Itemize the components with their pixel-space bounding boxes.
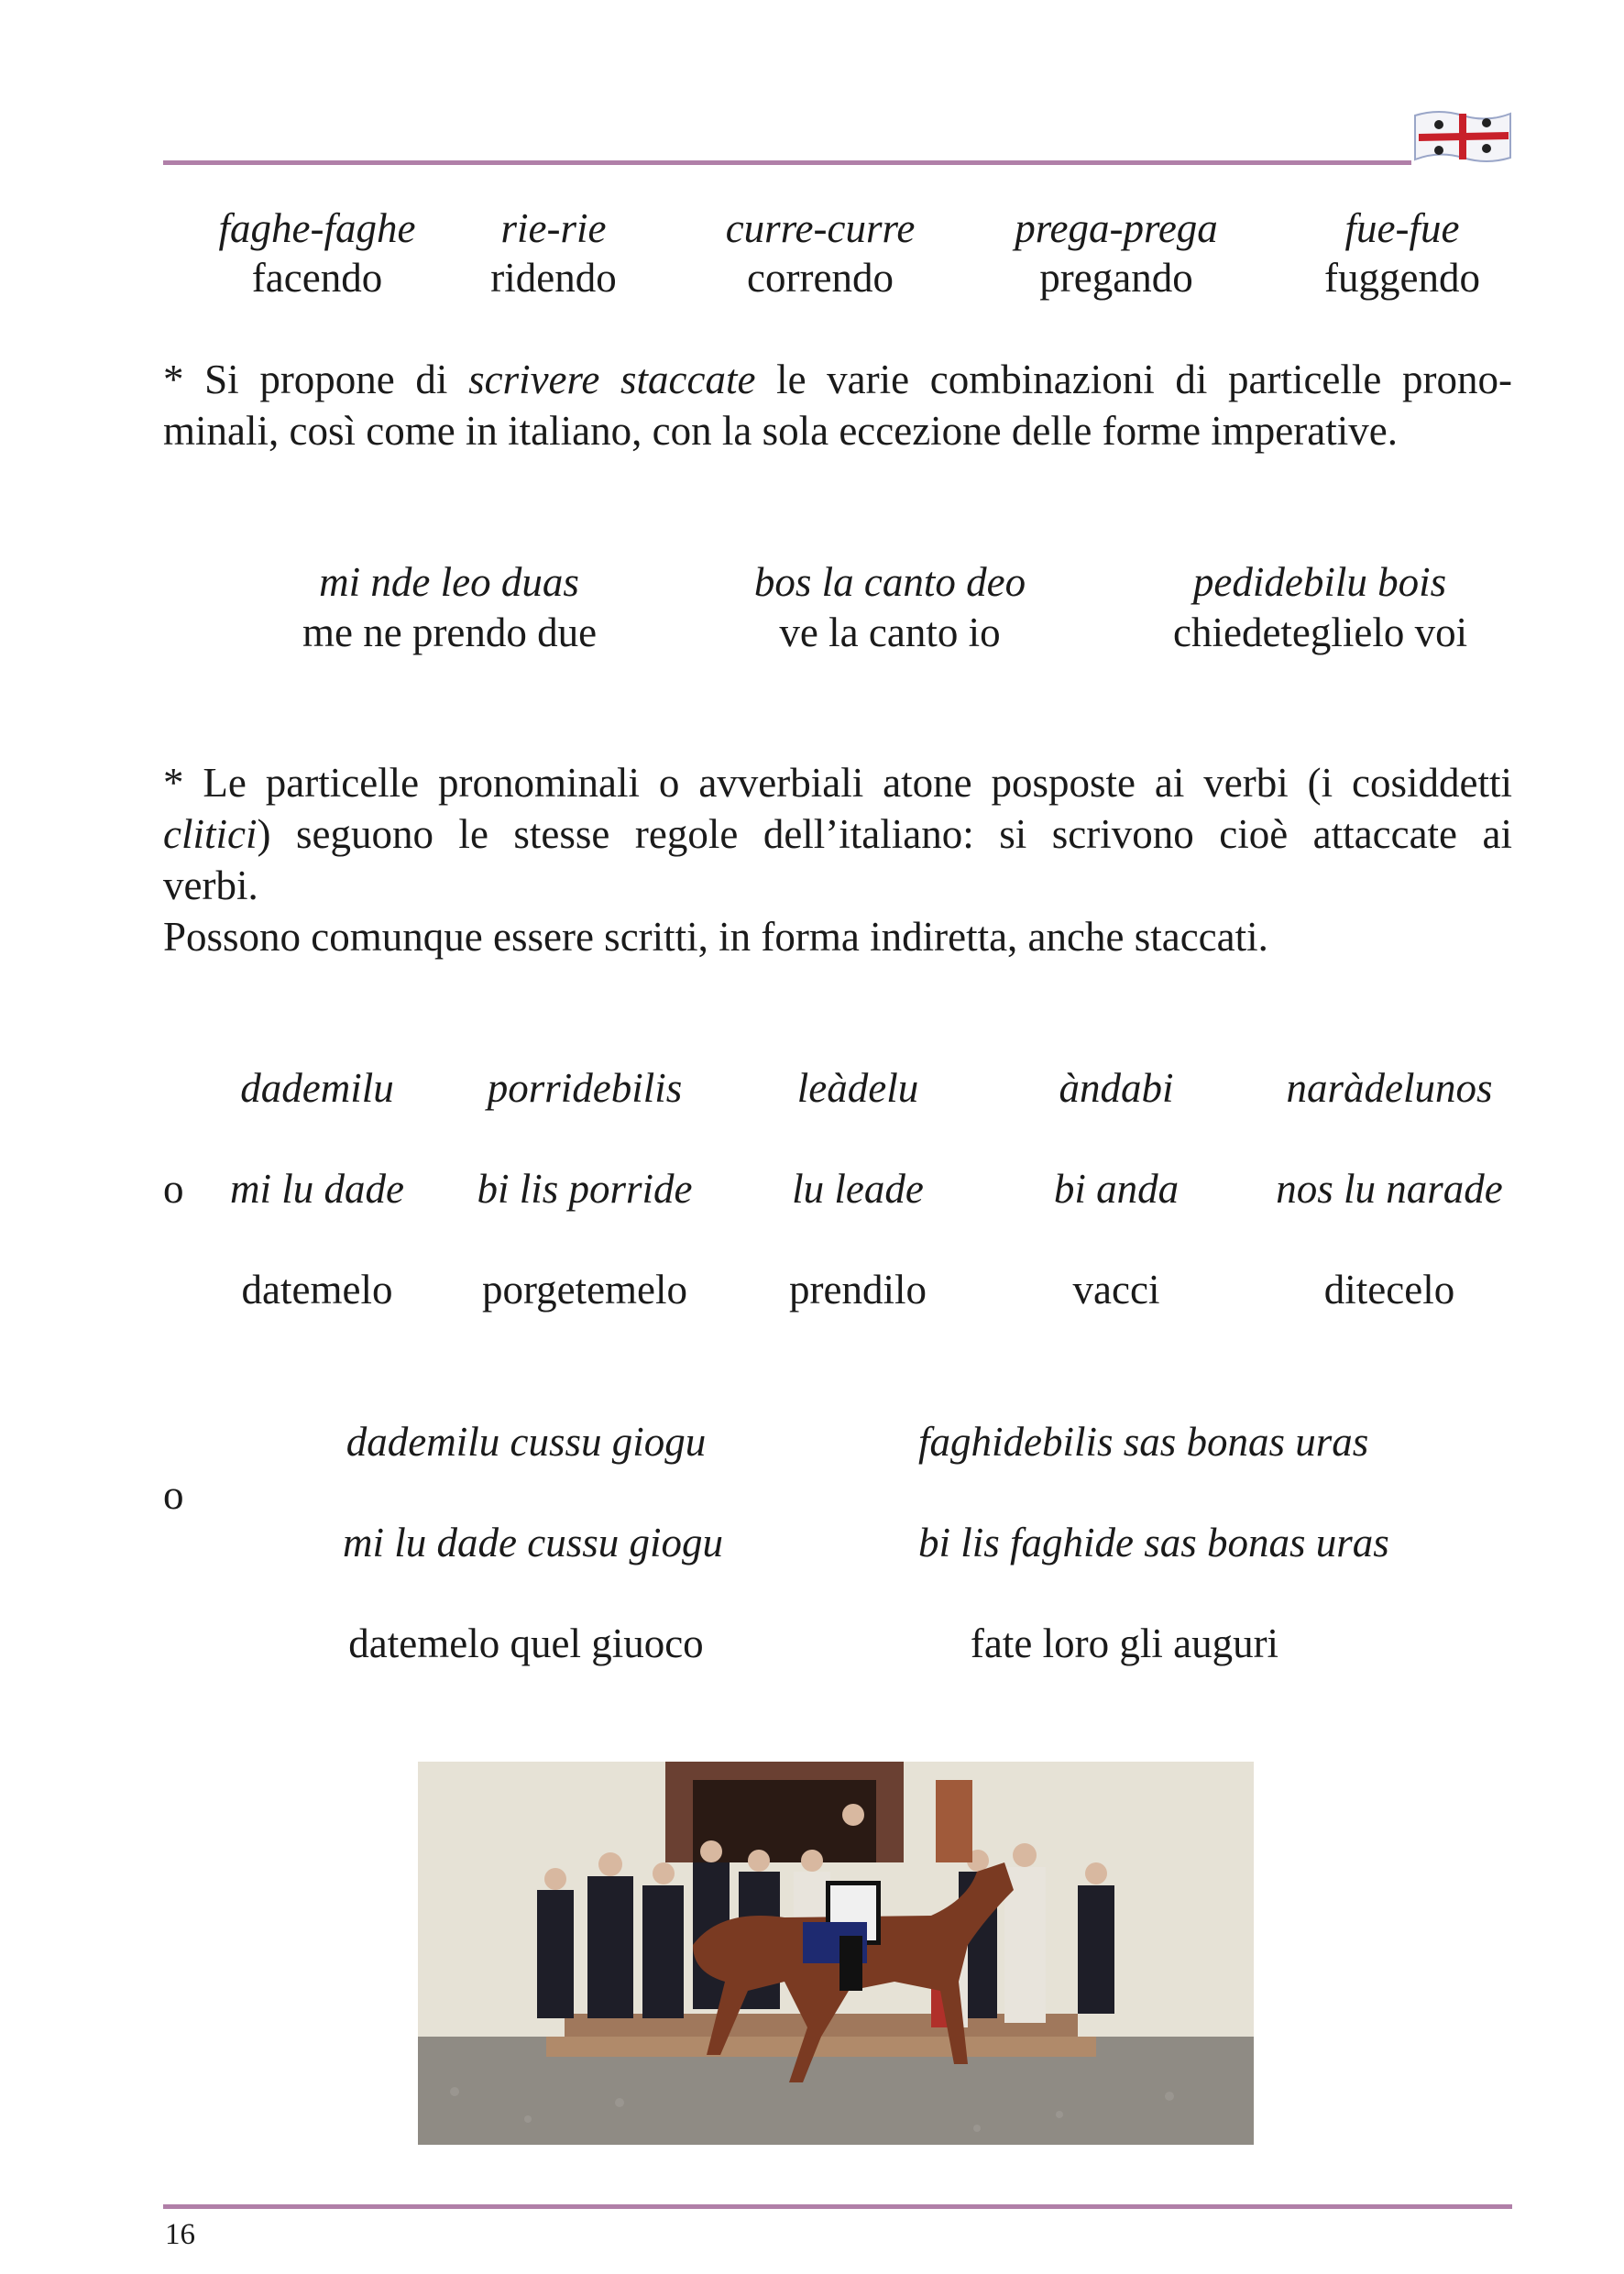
header-rule <box>163 160 1411 165</box>
phrase-attached: faghidebilis sas bonas uras <box>918 1419 1369 1465</box>
paragraph-separate-writing <box>163 354 1512 456</box>
clitic-attached: leàdelu <box>796 1065 919 1111</box>
gerund-italian: pregando <box>1039 255 1193 301</box>
para1-rest: le varie combinazioni di particelle prono- <box>755 357 1512 402</box>
clitic-detached: lu leade <box>792 1166 924 1212</box>
gerund-sardinian: curre-curre <box>725 205 916 251</box>
phrase-italian: fate loro gli auguri <box>970 1620 1279 1666</box>
clitic-attached: porridebilis <box>487 1065 683 1111</box>
gerund-sardinian: faghe-faghe <box>218 205 416 251</box>
clitic-detached: mi lu dade <box>230 1166 404 1212</box>
phrase-detached: mi lu dade cussu giogu <box>343 1520 723 1565</box>
gerund-italian: ridendo <box>490 255 617 301</box>
phrase-attached: dademilu cussu giogu <box>346 1419 707 1465</box>
particle-sardinian: bos la canto deo <box>753 559 1026 605</box>
horse-rider-procession-photo <box>418 1762 1254 2145</box>
para2-line1: * Le particelle pronominali o avverbiali atone posposte ai verbi (i cosiddetti <box>163 760 1512 806</box>
para2-emphasis: clitici <box>163 811 258 857</box>
gerund-italian: facendo <box>251 255 383 301</box>
para1-line2: minali, così come in italiano, con la sola eccezione delle forme imperative. <box>163 408 1398 454</box>
clitic-detached: nos lu narade <box>1276 1166 1503 1212</box>
para2-line3: verbi. <box>163 862 258 908</box>
gerund-sardinian: rie-rie <box>500 205 607 251</box>
or-marker: o <box>163 1472 184 1518</box>
sardinia-flag-icon <box>1411 106 1514 167</box>
particle-sardinian: pedidebilu bois <box>1192 559 1447 605</box>
paragraph-clitics <box>163 757 1512 962</box>
clitic-italian: prendilo <box>789 1267 927 1313</box>
particle-italian: chiedeteglielo voi <box>1173 610 1468 655</box>
clitic-italian: ditecelo <box>1323 1267 1455 1313</box>
particle-italian: me ne prendo due <box>302 610 598 655</box>
gerund-italian: fuggendo <box>1324 255 1480 301</box>
page-number: 16 <box>165 2218 195 2251</box>
gerund-sardinian: prega-prega <box>1015 205 1218 251</box>
or-marker: o <box>163 1166 184 1212</box>
clitic-attached: naràdelunos <box>1286 1065 1493 1111</box>
particle-sardinian: mi nde leo duas <box>319 559 579 605</box>
para1-prefix: * Si propone di <box>163 357 469 402</box>
clitic-italian: porgetemelo <box>481 1267 688 1313</box>
clitic-detached: bi lis porride <box>477 1166 693 1212</box>
phrase-italian: datemelo quel giuoco <box>348 1620 704 1666</box>
para1-emphasis: scrivere staccate <box>468 357 756 402</box>
clitic-attached: dademilu <box>240 1065 394 1111</box>
gerund-sardinian: fue-fue <box>1344 205 1460 251</box>
gerund-italian: correndo <box>747 255 894 301</box>
para2-line2-rest: ) seguono le stesse regole dell’italiano: si scrivono cioè attaccate ai <box>257 811 1512 857</box>
clitic-attached: àndabi <box>1059 1065 1174 1111</box>
para2-line4: Possono comunque essere scritti, in forma indiretta, anche staccati. <box>163 914 1268 960</box>
particle-italian: ve la canto io <box>779 610 1001 655</box>
clitic-detached: bi anda <box>1053 1166 1180 1212</box>
footer-rule <box>163 2204 1512 2209</box>
phrase-detached: bi lis faghide sas bonas uras <box>918 1520 1389 1565</box>
clitic-italian: datemelo <box>241 1267 393 1313</box>
clitic-italian: vacci <box>1072 1267 1160 1313</box>
